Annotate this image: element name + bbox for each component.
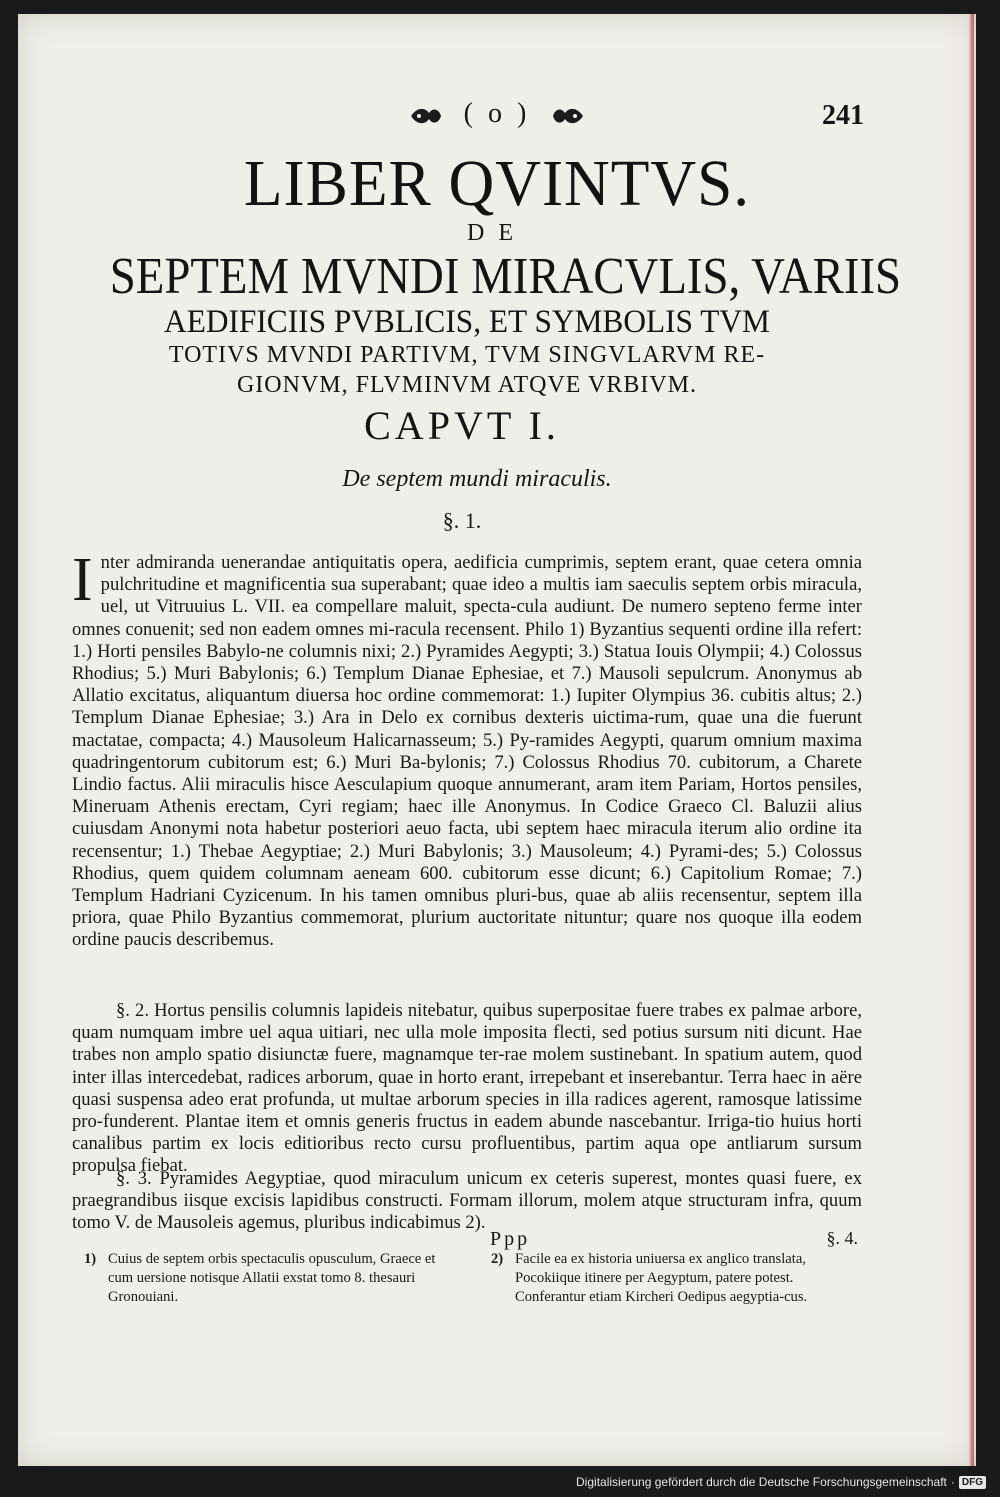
footnote (84, 1250, 457, 1307)
book-subtitle (70, 248, 902, 400)
catchword: §. 4. (826, 1228, 858, 1248)
footnotes (84, 1250, 864, 1307)
subtitle-line-1: SEPTEM MVNDI MIRACVLIS, VARIIS (109, 248, 902, 305)
left-fleuron-icon (409, 105, 443, 127)
signature-mark: ( o ) (463, 98, 531, 129)
book-title: LIBER QVINTVS. (243, 147, 751, 220)
title-de: DE (467, 220, 527, 246)
book-page (18, 14, 976, 1466)
chapter-heading: CAPVT I. (364, 403, 560, 448)
paragraph-1 (72, 546, 862, 952)
right-fleuron-icon (551, 105, 585, 127)
footnote (491, 1250, 864, 1307)
drop-cap: I (72, 546, 93, 614)
footnote-text: Facile ea ex historia uniuersa ex anglico translata, Pocokiique itinere per Aegyptum, patere potest. Conferantur etiam Kircheri Oedipus aegyptia-cus. (515, 1251, 808, 1305)
credit-text: Digitalisierung gefördert durch die Deutsche Forschungsgemeinschaft (576, 1475, 947, 1489)
dfg-logo: DFG (959, 1476, 986, 1489)
subtitle-line-2: AEDIFICIIS PVBLICIS, ET SYMBOLIS TVM (164, 304, 770, 340)
chapter-subheading: De septem mundi miraculis. (342, 466, 612, 492)
footnote-text: Cuius de septem orbis spectaculis opusculum, Graece et cum uersione notisque Allatii exstat tomo 8. thesauri Gronouiani. (108, 1251, 436, 1305)
section-mark: §. 1. (442, 508, 482, 533)
paragraph-1-text: nter admiranda uenerandae antiquitatis opera, aedificia cumprimis, septem erant, quae cetera omnia pulchritudine et magnificentia sua superabant; quae ideo a multis iam saeculis septem orbis miracula, uel, ut Vitruuius L. VII. ea compellare maluit, specta-cula audiunt. De numero septeno ferme inter omnes conuenit; sed non eadem omnes mi-racula recensent. Philo 1) Byzantius sequenti ordine illa refert: 1.) Horti pensiles Babylo-ne columnis nixi; 2.) Pyramides Aegypti; 3.) Statua Iouis Olympii; 4.) Colossus Rhodius; 5.) Muri Babylonis; 6.) Templum Dianae Ephesiae, et 7.) Mausoli sepulcrum. Anonymus ab Allatio excitatus, aliquantum diuersa hoc ordine commemorat: 1.) Iupiter Olympius 36. cubitis altus; 2.) Templum Dianae Ephesiae; 3.) Ara in Delo ex cornibus dexteris uictima-rum, quae una die fuerunt mactatae, compacta; 4.) Mausoleum Halicarnasseum; 5.) Py-ramides Aegypti, quarum omnium maxima quadringentorum cubitorum est; 6.) Muri Ba-bylonis; 7.) Colossus Rhodius 70. cubitorum, a Charete Lindio factus. Alii miraculis hisce Aesculapium quoque annumerant, aram item Pariam, Hortos pensiles, Mineruam Athenis erectam, Cyri regiam; haec ille Anonymus. In Codice Graeco Cl. Baluzii alius cuiusdam Anonymi nota habetur posteriori aeuo facta, ubi septem haec miracula iterum alio ordine ita recensentur; 1.) Thebae Aegyptiae; 2.) Muri Babylonis; 3.) Mausoleum; 4.) Pyrami-des; 5.) Colossus Rhodius, quem quidem columnam aeneam 600. cubitorum esse dicunt; 6.) Capitolium Romae; 7.) Templum Hadriani Cyzicenum. In his tamen omnibus pluri-bus, quae ab aliis recensentur, septem illa priora, quae Philo Byzantius commemorat, plurium auctoritate nituntur; quare nos quoque illa eodem ordine paucis describemus. (72, 552, 862, 951)
page-number: 241 (822, 100, 864, 131)
subtitle-line-3: TOTIVS MVNDI PARTIVM, TVM SINGVLARVM RE- (168, 342, 766, 368)
paragraph-3 (72, 1168, 862, 1235)
signature-catchline: Ppp (490, 1228, 531, 1250)
footnote-number: 1) (84, 1251, 97, 1267)
footnote-number: 2) (491, 1251, 504, 1267)
paragraph-2-text: §. 2. Hortus pensilis columnis lapideis nitebatur, quibus superpositae fuere trabes ex palmae arbore, quam numquam imbre uel aqua uitiari, nec ulla mole imposita flecti, sed potius sursum niti dicunt. Hae trabes non amplo spatio disiunctæ fuere, magnamque ter-rae molem sustinebant. In spatium autem, quod inter illas intercedebat, radices arborum, quae in horto erant, irrepebant et inserebantur. Terra haec in aëre quasi suspensa adeo erat profunda, ut multae arborum species in illa radices agerent, ramosque latissime pro-funderent. Plantae item et omnis generis fructus in eadem abunde nascebantur. Irriga-tio huius horti canalibus partim ex locis editioribus recto cursu profluentibus, partim aqua ope antliarum sursum propulsa fiebat. (72, 1000, 862, 1177)
digitization-credit: Digitalisierung gefördert durch die Deutsche Forschungsgemeinschaft · DFG (576, 1475, 986, 1489)
paragraph-2 (72, 1000, 862, 1178)
subtitle-line-4: GIONVM, FLVMINVM ATQVE VRBIVM. (236, 372, 698, 398)
paragraph-3-text: §. 3. Pyramides Aegyptiae, quod miraculum unicum ex ceteris superest, montes quasi fuere, ex praegrandibus iisque excisis lapidibus constructi. Formam illorum, molem atque structuram infra, quum tomo V. de Mausoleis agemus, pluribus indicabimus 2). (72, 1168, 862, 1234)
